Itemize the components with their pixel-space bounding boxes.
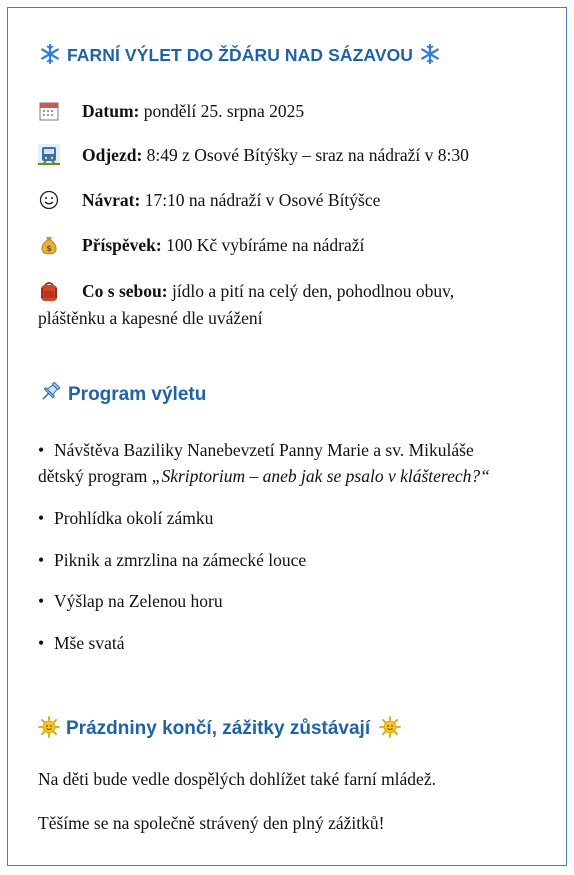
backpack-icon: [38, 280, 60, 302]
list-item: • Výšlap na Zelenou horu: [38, 591, 223, 611]
sun-icon: [379, 716, 401, 744]
pushpin-icon: [38, 380, 62, 410]
list-item-text: Návštěva Baziliky Nanebevzetí Panny Marie a sv. Mikuláše: [54, 440, 474, 460]
bring-value: jídlo a pití na celý den, pohodlnou obuv,: [167, 281, 455, 301]
snowflake-icon: [418, 42, 442, 71]
list-item-text: Mše svatá: [54, 633, 125, 653]
departure-value: 8:49 z Osové Bítýšky – sraz na nádraží v 8:30: [142, 145, 469, 165]
departure-label: Odjezd:: [82, 145, 143, 165]
snowflake-icon: [38, 42, 62, 71]
return-label: Návrat:: [82, 190, 141, 210]
smiley-icon: [38, 189, 60, 211]
date-value: pondělí 25. srpna 2025: [139, 101, 305, 121]
list-item: • Mše svatá: [38, 633, 125, 653]
list-item-text: dětský program: [38, 466, 152, 486]
title-text: FARNÍ VÝLET DO ŽĎÁRU NAD SÁZAVOU: [66, 45, 414, 65]
list-item-text: Výšlap na Zelenou horu: [54, 591, 223, 611]
closing-heading-text: Prázdniny končí, zážitky zůstávají: [66, 718, 371, 739]
list-item: • Návštěva Baziliky Nanebevzetí Panny Marie a sv. Mikuláše: [38, 440, 474, 460]
list-item: • Prohlídka okolí zámku: [38, 508, 214, 528]
closing-paragraph-1: Na děti bude vedle dospělých dohlížet také farní mládež.: [38, 769, 436, 789]
fee-value: 100 Kč vybíráme na nádraží: [161, 235, 365, 255]
money-bag-icon: [38, 234, 60, 256]
sun-icon: [38, 716, 60, 744]
train-icon: [38, 144, 60, 166]
program-heading-text: Program výletu: [68, 384, 207, 405]
list-item-italic-text: „Skriptorium – aneb jak se psalo v klášterech?“: [151, 466, 490, 486]
calendar-icon: [38, 100, 60, 122]
date-label: Datum:: [82, 101, 140, 121]
program-heading: [38, 380, 206, 410]
closing-heading: [38, 716, 401, 744]
page-title: [38, 42, 442, 71]
return-value: 17:10 na nádraží v Osové Bítýšce: [140, 190, 381, 210]
list-item-text: Prohlídka okolí zámku: [54, 508, 214, 528]
closing-paragraph-2: Těšíme se na společně strávený den plný zážitků!: [38, 813, 385, 833]
fee-label: Příspěvek:: [82, 235, 162, 255]
list-item: • Piknik a zmrzlina na zámecké louce: [38, 550, 307, 570]
svg-text:$: $: [46, 244, 52, 253]
list-item-text: Piknik a zmrzlina na zámecké louce: [54, 550, 307, 570]
bring-label: Co s sebou:: [82, 281, 168, 301]
bring-continuation: pláštěnku a kapesné dle uvážení: [38, 308, 263, 328]
list-item-continuation: [38, 466, 490, 487]
